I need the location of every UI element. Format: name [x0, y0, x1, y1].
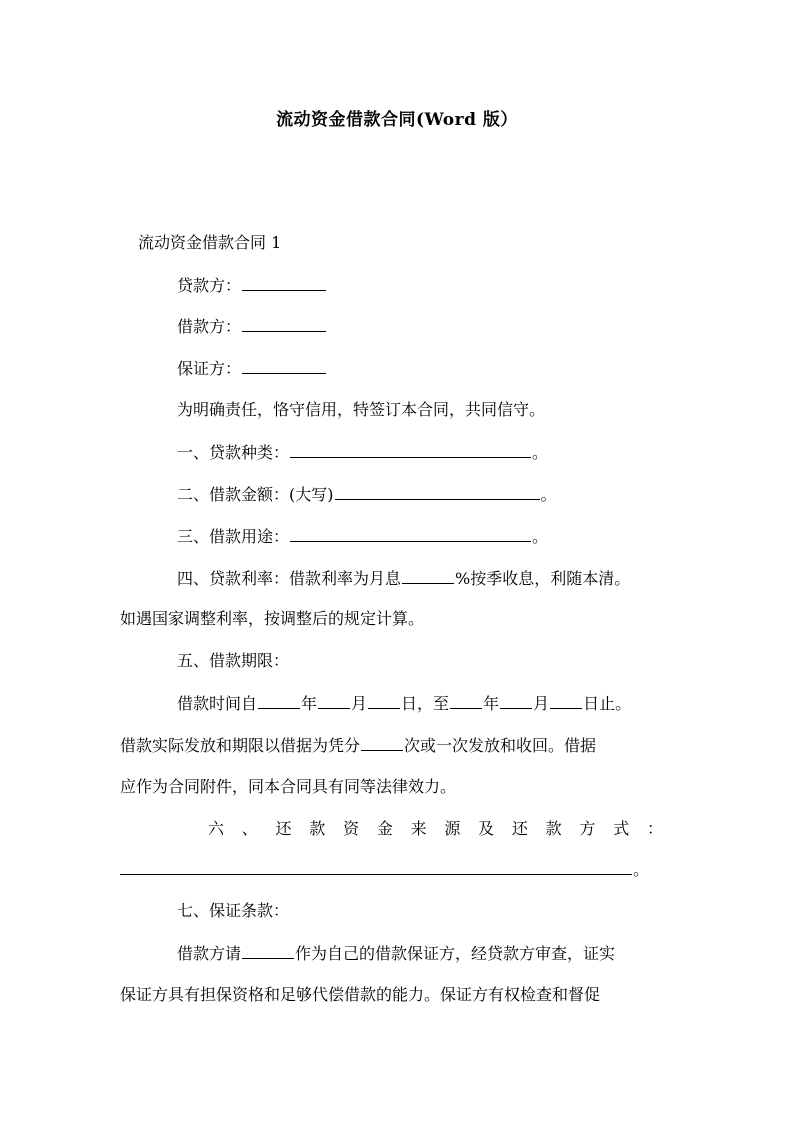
interest-rate-blank — [402, 568, 454, 584]
start-month-blank — [318, 693, 350, 709]
year-text: 年 — [301, 694, 318, 713]
clause-3-end: 。 — [532, 527, 549, 546]
guarantor-label: 保证方： — [177, 359, 242, 378]
start-year-blank — [258, 693, 300, 709]
end-month-blank — [500, 693, 532, 709]
clause-6-char: ： — [646, 819, 663, 838]
clause-6-char: 款 — [545, 819, 562, 838]
clause-6-end: 。 — [633, 860, 650, 879]
clause-7-label: 七、保证条款： — [177, 901, 290, 920]
term-start-text: 借款时间自 — [177, 694, 258, 713]
year-text-2: 年 — [483, 694, 500, 713]
clause-6-char: 金 — [376, 819, 393, 838]
clause-5-line-2 — [120, 735, 596, 756]
clause-6-char: 款 — [309, 819, 326, 838]
clause-6-char: 还 — [511, 819, 528, 838]
borrower-label: 借款方： — [177, 317, 242, 336]
clause-1-label: 一、贷款种类： — [177, 443, 290, 462]
end-year-blank — [450, 693, 482, 709]
lender-label: 贷款方： — [177, 276, 242, 295]
clause-2-label: 二、借款金额：(大写) — [177, 485, 334, 504]
borrower-blank — [242, 316, 326, 332]
intro-paragraph: 为明确责任，恪守信用，特签订本合同，共同信守。 — [177, 400, 546, 419]
clause-6-heading — [208, 819, 663, 839]
clause-7-line-1-a: 借款方请 — [177, 944, 242, 963]
clause-1 — [177, 442, 548, 463]
clause-3 — [177, 526, 548, 547]
clause-1-blank — [290, 442, 531, 458]
contract-subtitle: 流动资金借款合同 1 — [138, 233, 282, 252]
clause-6-char: 式 — [613, 819, 630, 838]
clause-6-char: 源 — [444, 819, 461, 838]
clause-6-char: 还 — [275, 819, 292, 838]
day-to-text: 日，至 — [401, 694, 450, 713]
document-title: 流动资金借款合同(Word 版） — [276, 110, 518, 130]
term-end-text: 日止。 — [583, 694, 632, 713]
clause-1-end: 。 — [532, 443, 549, 462]
clause-6-blank-line — [120, 859, 649, 880]
clause-2-end: 。 — [540, 485, 557, 504]
clause-5-line-2-a: 借款实际发放和期限以借据为凭分 — [120, 736, 361, 755]
borrower-line — [177, 316, 327, 337]
clause-6-char: 来 — [410, 819, 427, 838]
clause-6-char: 、 — [241, 819, 258, 838]
end-day-blank — [550, 693, 582, 709]
clause-6-char: 及 — [478, 819, 495, 838]
clause-3-blank — [290, 526, 531, 542]
clause-5-line-1 — [177, 693, 631, 714]
guarantor-blank — [242, 358, 326, 374]
clause-3-label: 三、借款用途： — [177, 527, 290, 546]
clause-5-line-2-b: 次或一次发放和收回。借据 — [404, 736, 597, 755]
clause-2 — [177, 484, 557, 505]
guarantor-name-blank — [242, 943, 294, 959]
clause-7-line-2: 保证方具有担保资格和足够代偿借款的能力。保证方有权检查和督促 — [120, 985, 601, 1004]
installments-blank — [361, 735, 403, 751]
month-text: 月 — [351, 694, 368, 713]
clause-4-text-a: 四、贷款利率：借款利率为月息 — [177, 569, 402, 588]
lender-blank — [242, 275, 326, 291]
guarantor-line — [177, 358, 327, 379]
clause-7-line-1 — [177, 943, 615, 964]
clause-2-blank — [335, 484, 540, 500]
clause-7-line-1-b: 作为自己的借款保证方，经贷款方审查，证实 — [295, 944, 616, 963]
start-day-blank — [368, 693, 400, 709]
clause-5-label: 五、借款期限： — [177, 651, 290, 670]
repayment-source-blank — [120, 859, 632, 875]
clause-6-char: 资 — [343, 819, 360, 838]
clause-4-line-2: 如遇国家调整利率，按调整后的规定计算。 — [120, 609, 425, 628]
month-text-2: 月 — [533, 694, 550, 713]
clause-6-char: 六 — [208, 819, 225, 838]
clause-6-char: 方 — [579, 819, 596, 838]
clause-4-text-b: %按季收息，利随本清。 — [455, 569, 631, 588]
clause-4-line-1 — [177, 568, 630, 589]
clause-5-line-3: 应作为合同附件，同本合同具有同等法律效力。 — [120, 777, 457, 796]
lender-line — [177, 275, 327, 296]
